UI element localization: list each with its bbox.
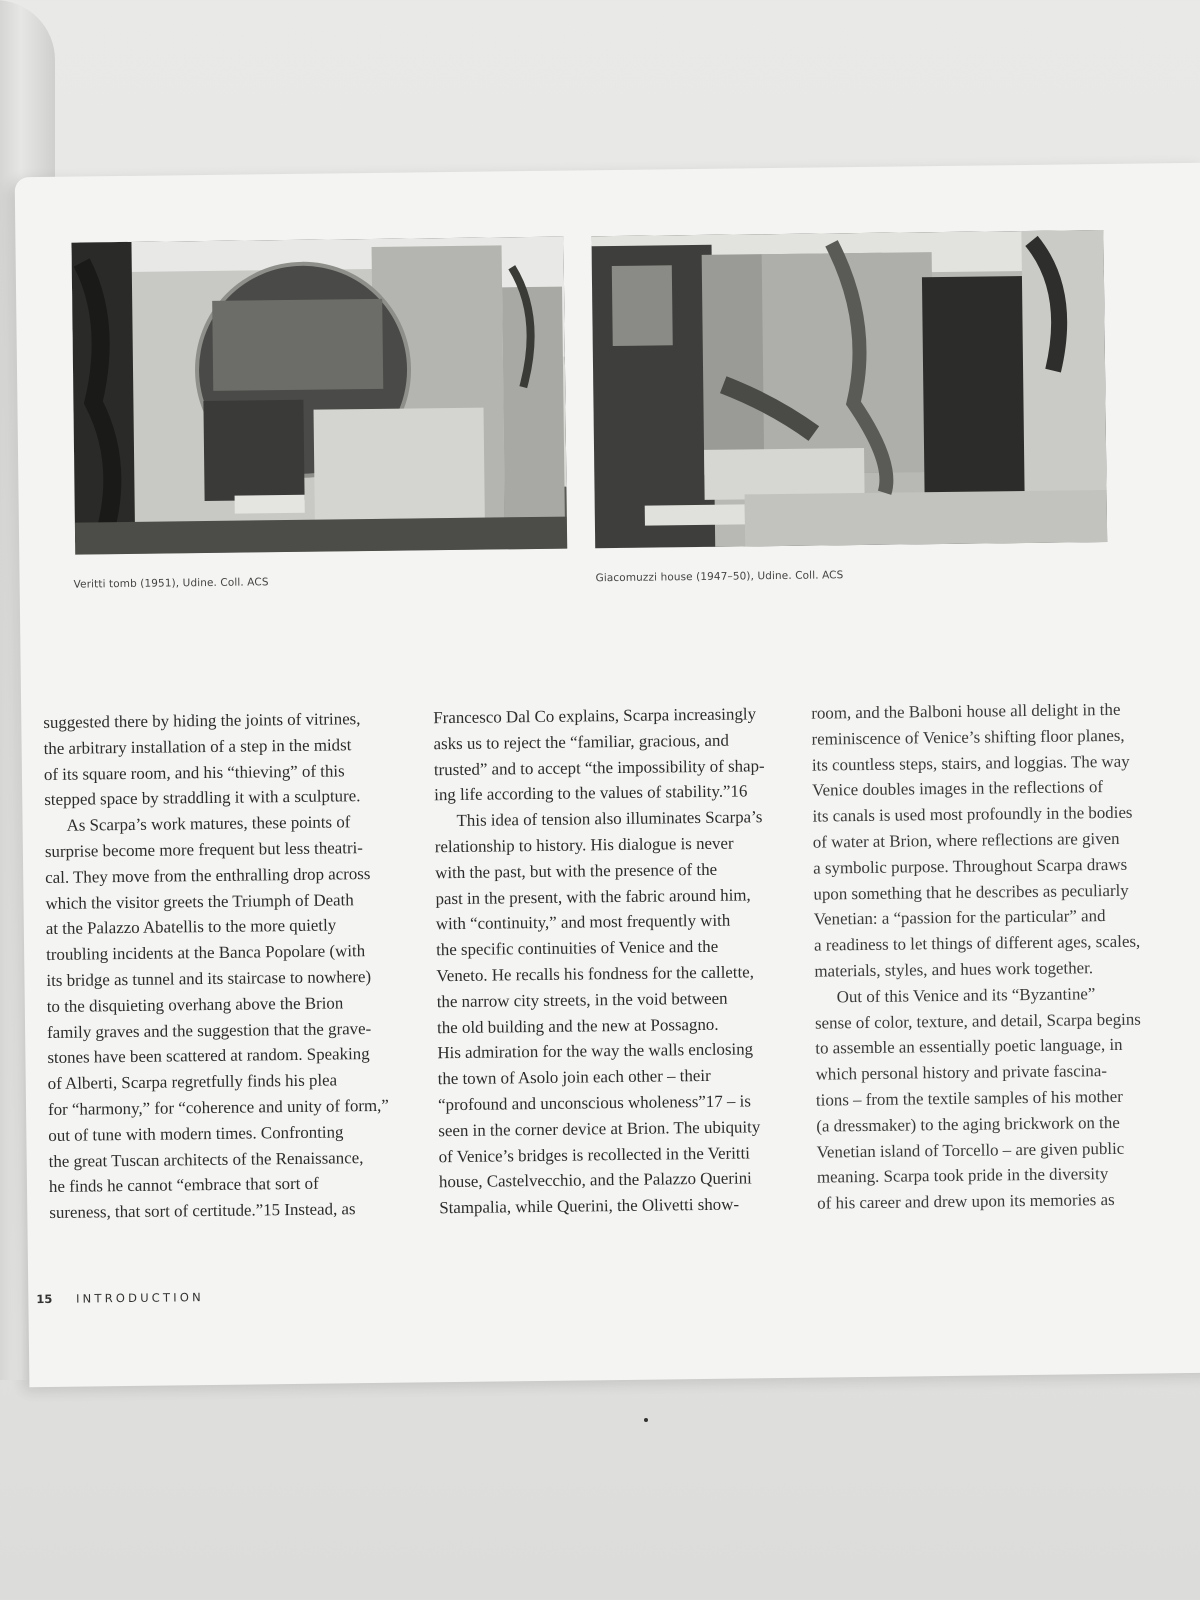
text-line: (a dressmaker) to the aging brickwork on the <box>816 1112 1120 1136</box>
text-line: of its square room, and his “thieving” of this <box>43 760 345 784</box>
giacomuzzi-house-photo <box>591 230 1107 548</box>
text-line: Out of this Venice and its “Byzantine” <box>836 983 1096 1007</box>
text-line: he finds he cannot “embrace that sort of <box>48 1174 319 1197</box>
text-line: family graves and the suggestion that the grave- <box>46 1018 372 1042</box>
text-line: to assemble an essentially poetic language, in <box>815 1035 1123 1058</box>
text-line: cal. They move from the enthralling drop across <box>45 863 371 887</box>
text-line: with “continuity,” and most frequently with <box>435 911 731 934</box>
text-line: reminiscence of Venice’s shifting floor planes, <box>811 725 1125 749</box>
text-line: “profound and unconscious wholeness”17 – is <box>437 1091 751 1115</box>
text-line: house, Castelvecchio, and the Palazzo Querini <box>438 1168 752 1192</box>
text-line: upon something that he describes as peculiarly <box>813 880 1129 904</box>
text-line: past in the present, with the fabric around him, <box>435 884 751 908</box>
text-line: room, and the Balboni house all delight in the <box>811 699 1121 723</box>
caption-giacomuzzi-house: Giacomuzzi house (1947–50), Udine. Coll. ACS <box>595 569 844 585</box>
text-line: sureness, that sort of certitude.”15 Instead, as <box>49 1199 356 1223</box>
text-column-3 <box>811 696 1175 1216</box>
text-line: its bridge as tunnel and its staircase to nowhere) <box>46 966 372 990</box>
text-line: As Scarpa’s work matures, these points of <box>66 812 351 835</box>
text-line: for “harmony,” for “coherence and unity of form,” <box>47 1095 389 1119</box>
text-line: out of tune with modern times. Confronting <box>48 1122 344 1145</box>
text-line: His admiration for the way the walls enclosing <box>437 1039 754 1063</box>
text-line: Venice doubles images in the reflections of <box>812 777 1104 801</box>
text-line: of Venice’s bridges is recollected in the Veritti <box>438 1142 751 1166</box>
text-line: Stampalia, while Querini, the Olivetti show- <box>439 1194 740 1218</box>
text-line: Veneto. He recalls his fondness for the callette, <box>436 962 755 986</box>
page-number: 15 <box>36 1291 53 1307</box>
text-column-2 <box>433 701 799 1221</box>
text-line: the arbitrary installation of a step in the midst <box>43 735 352 758</box>
text-line: at the Palazzo Abatellis to the more quietly <box>45 915 337 939</box>
text-line: ing life according to the values of stability.”16 <box>434 781 748 805</box>
text-line: troubling incidents at the Banca Popolare (with <box>46 941 366 965</box>
text-line: seen in the corner device at Brion. The ubiquity <box>438 1117 761 1140</box>
text-line: stones have been scattered at random. Speaking <box>47 1044 370 1068</box>
text-line: its countless steps, stairs, and loggias. The way <box>811 751 1130 775</box>
surface-mark <box>644 1418 648 1422</box>
veritti-tomb-photo <box>71 237 567 555</box>
book-page <box>15 163 1200 1387</box>
text-line: This idea of tension also illuminates Scarpa’s <box>456 807 763 831</box>
text-line: a symbolic purpose. Throughout Scarpa draws <box>813 854 1128 878</box>
text-column-1 <box>43 706 409 1226</box>
text-line: Francesco Dal Co explains, Scarpa increasingly <box>433 704 757 728</box>
text-line: the great Tuscan architects of the Renaissance, <box>48 1147 364 1171</box>
text-line: sense of color, texture, and detail, Scarpa begins <box>814 1009 1141 1033</box>
text-line: to the disquieting overhang above the Brion <box>46 993 344 1016</box>
text-line: stepped space by straddling it with a sculpture. <box>44 786 361 810</box>
text-line: a readiness to let things of different ages, scales, <box>813 931 1141 955</box>
text-line: with the past, but with the presence of the <box>435 859 718 883</box>
text-line: the narrow city streets, in the void between <box>436 988 728 1011</box>
page-footer <box>36 1290 204 1306</box>
text-line: the specific continuities of Venice and the <box>436 936 719 960</box>
text-line: suggested there by hiding the joints of vitrines, <box>43 709 361 733</box>
text-line: Venetian: a “passion for the particular” and <box>813 906 1106 929</box>
text-line: which personal history and private fascina- <box>815 1061 1108 1084</box>
text-line: the old building and the new at Possagno. <box>436 1014 719 1037</box>
text-line: of his career and drew upon its memories as <box>817 1190 1115 1213</box>
text-line: materials, styles, and hues work together. <box>814 958 1094 981</box>
text-line: the town of Asolo join each other – their <box>437 1066 711 1089</box>
text-line: of water at Brion, where reflections are given <box>812 828 1120 852</box>
text-line: tions – from the textile samples of his mother <box>815 1086 1123 1110</box>
text-line: relationship to history. His dialogue is never <box>434 833 734 857</box>
text-line: of Alberti, Scarpa regretfully finds his plea <box>47 1070 338 1094</box>
text-line: asks us to reject the “familiar, gracious, and <box>433 730 729 754</box>
text-line: meaning. Scarpa took pride in the diversity <box>816 1164 1109 1187</box>
text-line: which the visitor greets the Triumph of Death <box>45 889 354 913</box>
text-line: Venetian island of Torcello – are given public <box>816 1138 1125 1162</box>
text-line: surprise become more frequent but less theatri- <box>44 838 363 861</box>
section-title: INTRODUCTION <box>75 1290 204 1306</box>
text-line: trusted” and to accept “the impossibility of shap- <box>433 755 765 779</box>
text-line: its canals is used most profoundly in the bodies <box>812 802 1133 826</box>
caption-veritti-tomb: Veritti tomb (1951), Udine. Coll. ACS <box>73 576 269 591</box>
